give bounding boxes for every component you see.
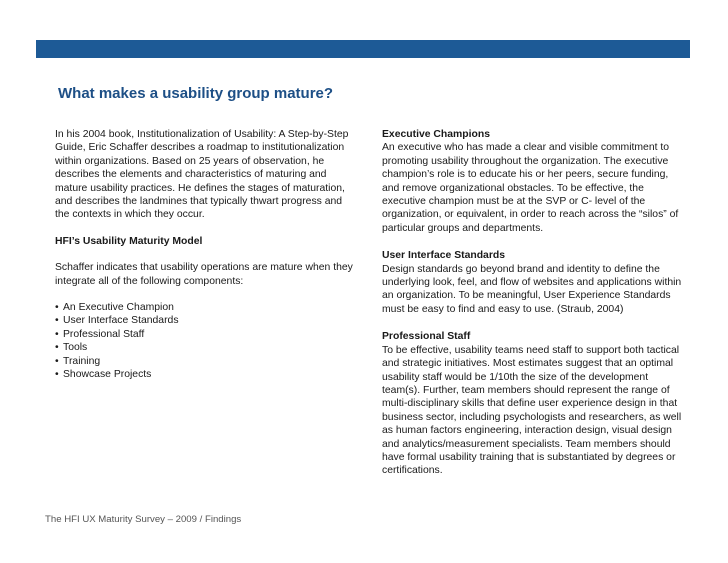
list-item-label: Training <box>63 355 101 367</box>
section-title-ui-standards: User Interface Standards <box>382 250 506 262</box>
list-item <box>55 314 355 327</box>
section-text-executive-champions: An executive who has made a clear and visible commitment to promoting usability throughout the organization. The executive champion’s role is to educate his or her peers, secure funding, and remove organizational obstacles. To be effective, the executive champion must be at the SVP or C- level of the organization, or equivalent, in order to reach across the “silos” of particular groups and departments. <box>382 142 679 234</box>
model-paragraph: Schaffer indicates that usability operations are mature when they integrate all of the following components: <box>55 262 353 287</box>
list-item <box>55 301 355 314</box>
list-item-label: Professional Staff <box>63 328 145 340</box>
left-column <box>55 128 355 382</box>
section-title-professional-staff: Professional Staff <box>382 331 471 343</box>
list-item <box>55 368 355 381</box>
model-subheading: HFI’s Usability Maturity Model <box>55 235 203 247</box>
list-item <box>55 341 355 354</box>
list-item-label: An Executive Champion <box>63 302 174 314</box>
bullet-icon: • <box>55 355 59 367</box>
intro-paragraph: In his 2004 book, Institutionalization of Usability: A Step-by-Step Guide, Eric Schaffer describes a roadmap to institutionalization within organizations. Based on 25 years of observation, he describes the elements and characteristics of maturing and mature usability practices. He defines the stages of maturation, and describes the landmines that typically thwart progress and the contexts in which they occur. <box>55 129 349 221</box>
bullet-icon: • <box>55 369 59 381</box>
bullet-icon: • <box>55 328 59 340</box>
section-title-executive-champions: Executive Champions <box>382 129 490 140</box>
page-footer: The HFI UX Maturity Survey – 2009 / Findings <box>45 514 242 525</box>
bullet-icon: • <box>55 302 59 314</box>
bullet-icon: • <box>55 342 59 354</box>
list-item-label: Showcase Projects <box>63 369 152 381</box>
list-item-label: User Interface Standards <box>63 315 179 327</box>
list-item <box>55 355 355 368</box>
section-text-professional-staff: To be effective, usability teams need staff to support both tactical and strategic initiatives. Most estimates suggest that an optimal usability staff would be 1/10th the size of the development team(s). Further, team members should represent the range of multi-disciplinary skills that define user experience design in that business sector, including psychologists and researchers, as well as human factors engineering, interaction design, visual design and analytics/measurement specialists. Team members should have formal usability training that is substantiated by degrees or certifications. <box>382 344 682 477</box>
section-text-ui-standards: Design standards go beyond brand and identity to define the underlying look, feel, and flow of websites and applications within an organization. To be meaningful, User Experience Standards must be easy to find and easy to use. (Straub, 2004) <box>382 263 682 315</box>
list-item-label: Tools <box>63 342 88 354</box>
header-bar <box>36 40 690 58</box>
components-list <box>55 301 355 381</box>
page-title: What makes a usability group mature? <box>58 85 334 102</box>
right-column <box>382 128 682 478</box>
bullet-icon: • <box>55 315 59 327</box>
list-item <box>55 328 355 341</box>
